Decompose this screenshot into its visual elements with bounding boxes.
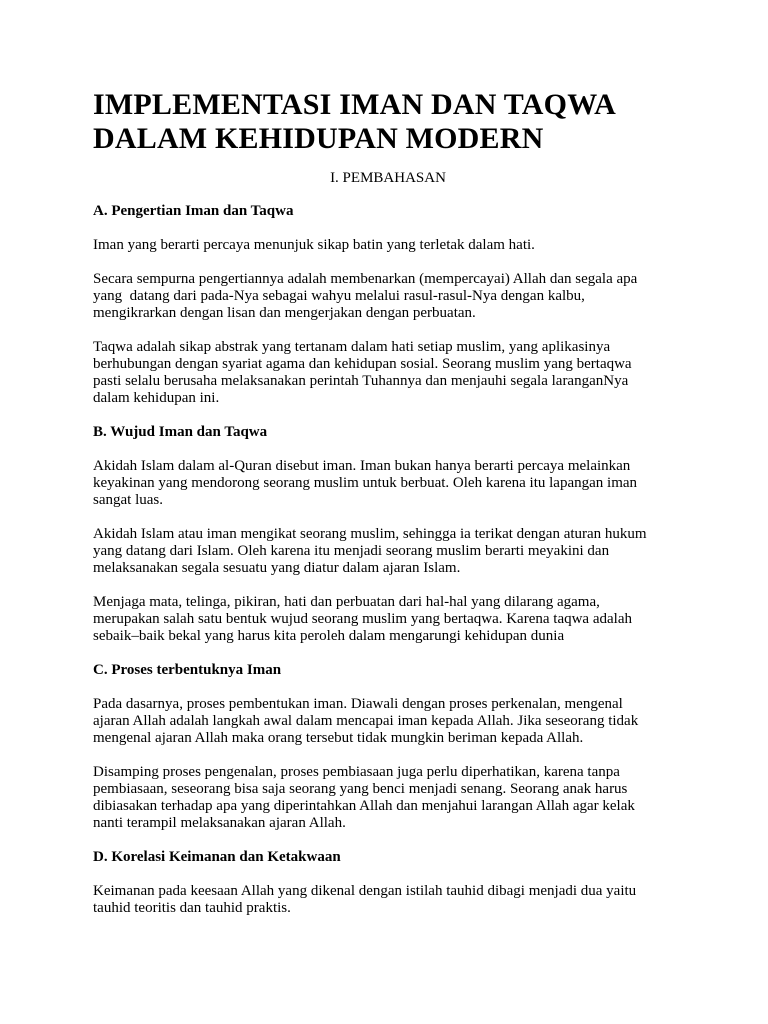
- title-line-1: IMPLEMENTASI IMAN DAN TAQWA: [93, 88, 616, 121]
- text-line: Keimanan pada keesaan Allah yang dikenal dengan istilah tauhid dibagi menjadi dua yaitu: [93, 883, 637, 899]
- title-line-2: DALAM KEHIDUPAN MODERN: [93, 122, 544, 155]
- paragraph: [93, 696, 683, 747]
- text-line: tauhid teoritis dan tauhid praktis.: [93, 900, 291, 916]
- text-line: melaksanakan segala sesuatu yang diatur dalam ajaran Islam.: [93, 560, 461, 576]
- text-line: pembiasaan, seseorang bisa saja seorang yang benci menjadi senang. Seorang anak harus: [93, 781, 628, 797]
- paragraph: [93, 339, 683, 407]
- text-line: dalam kehidupan ini.: [93, 390, 220, 406]
- text-line: dibiasakan terhadap apa yang diperintahkan Allah dan menjahui larangan Allah agar kelak: [93, 798, 635, 814]
- text-line: yang datang dari pada-Nya sebagai wahyu melalui rasul-rasul-Nya dengan kalbu,: [93, 288, 585, 304]
- text-line: Akidah Islam atau iman mengikat seorang muslim, sehingga ia terikat dengan aturan hukum: [93, 526, 647, 542]
- text-line: sebaik–baik bekal yang harus kita peroleh dalam mengarungi kehidupan dunia: [93, 628, 565, 644]
- section-label: I. PEMBAHASAN: [330, 170, 446, 186]
- text-line: Taqwa adalah sikap abstrak yang tertanam dalam hati setiap muslim, yang aplikasinya: [93, 339, 611, 355]
- text-line: Pada dasarnya, proses pembentukan iman. Diawali dengan proses perkenalan, mengenal: [93, 696, 623, 712]
- text-line: Menjaga mata, telinga, pikiran, hati dan perbuatan dari hal-hal yang dilarang agama,: [93, 594, 600, 610]
- text-line: nanti terampil melaksanakan ajaran Allah.: [93, 815, 346, 831]
- document-title: [93, 88, 683, 156]
- document-page: [93, 88, 683, 934]
- paragraph: [93, 237, 683, 254]
- text-line: Disamping proses pengenalan, proses pembiasaan juga perlu diperhatikan, karena tanpa: [93, 764, 620, 780]
- section-d: [93, 849, 683, 917]
- paragraph: [93, 271, 683, 322]
- paragraph: [93, 594, 683, 645]
- text-line: mengenal ajaran Allah maka orang tersebut tidak mungkin beriman kepada Allah.: [93, 730, 584, 746]
- text-line: Secara sempurna pengertiannya adalah membenarkan (mempercayai) Allah dan segala apa: [93, 271, 638, 287]
- text-line: mengikrarkan dengan lisan dan mengerjakan dengan perbuatan.: [93, 305, 476, 321]
- section-a: [93, 203, 683, 407]
- text-line: sangat luas.: [93, 492, 163, 508]
- section-heading: C. Proses terbentuknya Iman: [93, 662, 282, 678]
- text-line: Akidah Islam dalam al-Quran disebut iman. Iman bukan hanya berarti percaya melainkan: [93, 458, 631, 474]
- text-line: pasti selalu berusaha melaksanakan perintah Tuhannya dan menjauhi segala laranganNya: [93, 373, 629, 389]
- text-line: keyakinan yang mendorong seorang muslim untuk berbuat. Oleh karena itu lapangan iman: [93, 475, 638, 491]
- section-b: [93, 424, 683, 645]
- paragraph: [93, 883, 683, 917]
- text-line: yang datang dari Islam. Oleh karena itu menjadi seorang muslim berarti meyakini dan: [93, 543, 610, 559]
- paragraph: [93, 764, 683, 832]
- text-line: berhubungan dengan syariat agama dan kehidupan sosial. Seorang muslim yang bertaqwa: [93, 356, 632, 372]
- text-line: merupakan salah satu bentuk wujud seorang muslim yang bertaqwa. Karena taqwa adalah: [93, 611, 632, 627]
- section-heading: D. Korelasi Keimanan dan Ketakwaan: [93, 849, 341, 865]
- section-heading: B. Wujud Iman dan Taqwa: [93, 424, 268, 440]
- section-c: [93, 662, 683, 832]
- text-line: ajaran Allah adalah langkah awal dalam mencapai iman kepada Allah. Jika seseorang tidak: [93, 713, 639, 729]
- section-heading: A. Pengertian Iman dan Taqwa: [93, 203, 294, 219]
- text-line: Iman yang berarti percaya menunjuk sikap batin yang terletak dalam hati.: [93, 237, 535, 253]
- paragraph: [93, 458, 683, 509]
- paragraph: [93, 526, 683, 577]
